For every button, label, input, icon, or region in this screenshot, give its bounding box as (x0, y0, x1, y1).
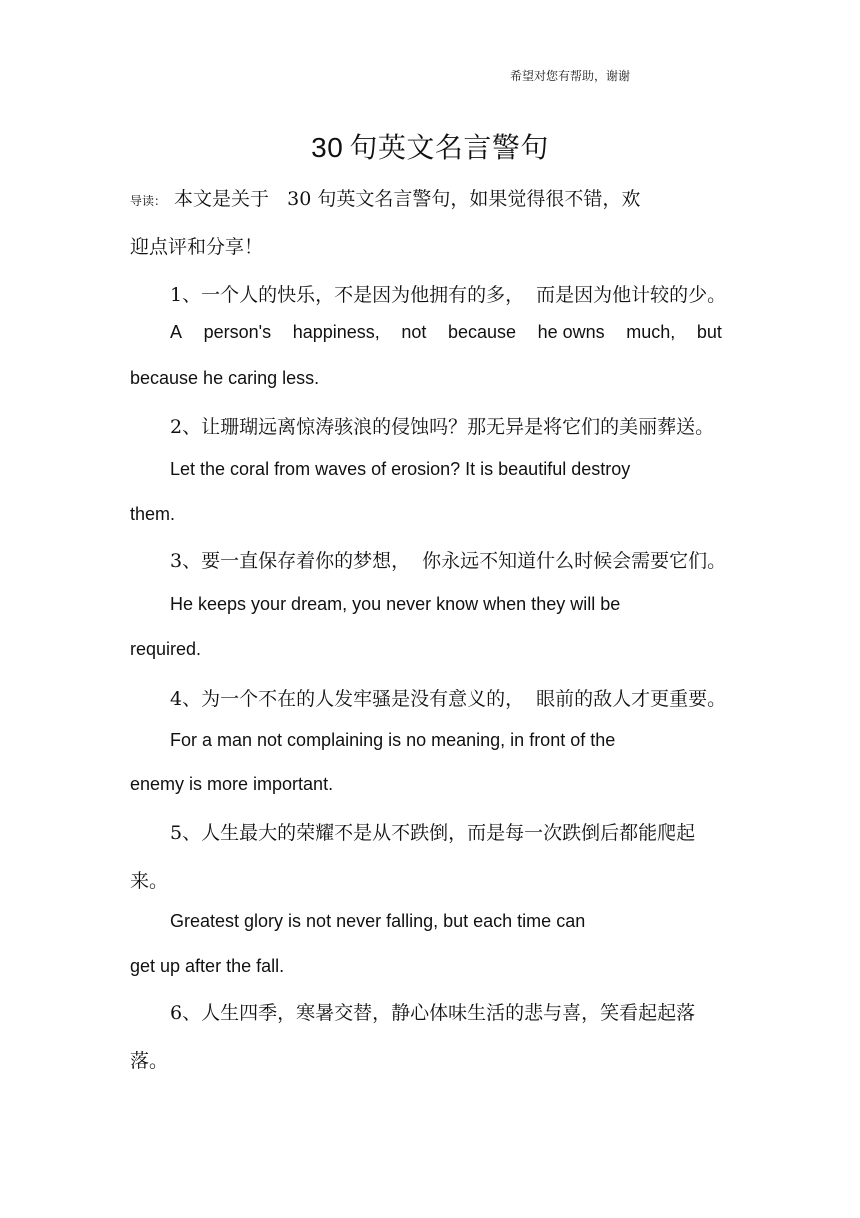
intro-line-1 (130, 184, 640, 211)
quote-4-zh: 4、为一个不在的人发牢骚是没有意义的， 眼前的敌人才更重要。 (170, 688, 727, 710)
quote-5-en-line-2: get up after the fall. (130, 956, 285, 976)
quote-5-zh-line-1: 5、人生最大的荣耀不是从不跌倒，而是每一次跌倒后都能爬起 (170, 822, 696, 844)
quote-1-word: person's (203, 322, 272, 342)
quote-6-zh-line-2: 落。 (130, 1050, 169, 1072)
quote-1-en-line-2: because he caring less. (130, 368, 320, 388)
quote-1-zh: 1、一个人的快乐，不是因为他拥有的多， 而是因为他计较的少。 (170, 284, 727, 306)
quote-3-en-line-2: required. (130, 639, 202, 659)
quote-4-en-line-1: For a man not complaining is no meaning, in front of the (170, 730, 616, 750)
quote-1-word: because (447, 322, 517, 342)
quote-5-zh-line-2: 来。 (130, 870, 169, 892)
quote-1-word: he owns (537, 322, 605, 342)
intro-line-2: 迎点评和分享！ (130, 236, 264, 258)
title-number: 30 (311, 132, 344, 163)
quote-3-en-line-1: He keeps your dream, you never know when they will be (170, 594, 621, 614)
quote-1-word: but (696, 322, 722, 342)
quote-1-word: not (401, 322, 427, 342)
quote-1-en-line-1 (170, 322, 722, 343)
intro-label: 导读： (130, 194, 167, 208)
quote-2-en-line-2: them. (130, 504, 176, 524)
quote-2-en-line-1: Let the coral from waves of erosion? It is beautiful destroy (170, 459, 631, 479)
quote-2-zh: 2、让珊瑚远离惊涛骇浪的侵蚀吗？那无异是将它们的美丽葬送。 (170, 416, 715, 438)
page-title (0, 126, 860, 166)
title-text: 句英文名言警句 (349, 131, 549, 164)
quote-5-en-line-1: Greatest glory is not never falling, but each time can (170, 911, 586, 931)
quote-1-word: happiness, (292, 322, 380, 342)
header-note: 希望对您有帮助，谢谢 (510, 69, 631, 83)
quote-1-word: much, (626, 322, 676, 342)
quote-6-zh-line-1: 6、人生四季，寒暑交替，静心体味生活的悲与喜，笑看起起落 (170, 1002, 696, 1024)
quote-4-en-line-2: enemy is more important. (130, 774, 334, 794)
quote-3-zh: 3、要一直保存着你的梦想， 你永远不知道什么时候会需要它们。 (170, 550, 727, 572)
intro-text-1: 本文是关于 30 句英文名言警句，如果觉得很不错，欢 (174, 188, 641, 210)
quote-1-word: A (170, 322, 183, 342)
